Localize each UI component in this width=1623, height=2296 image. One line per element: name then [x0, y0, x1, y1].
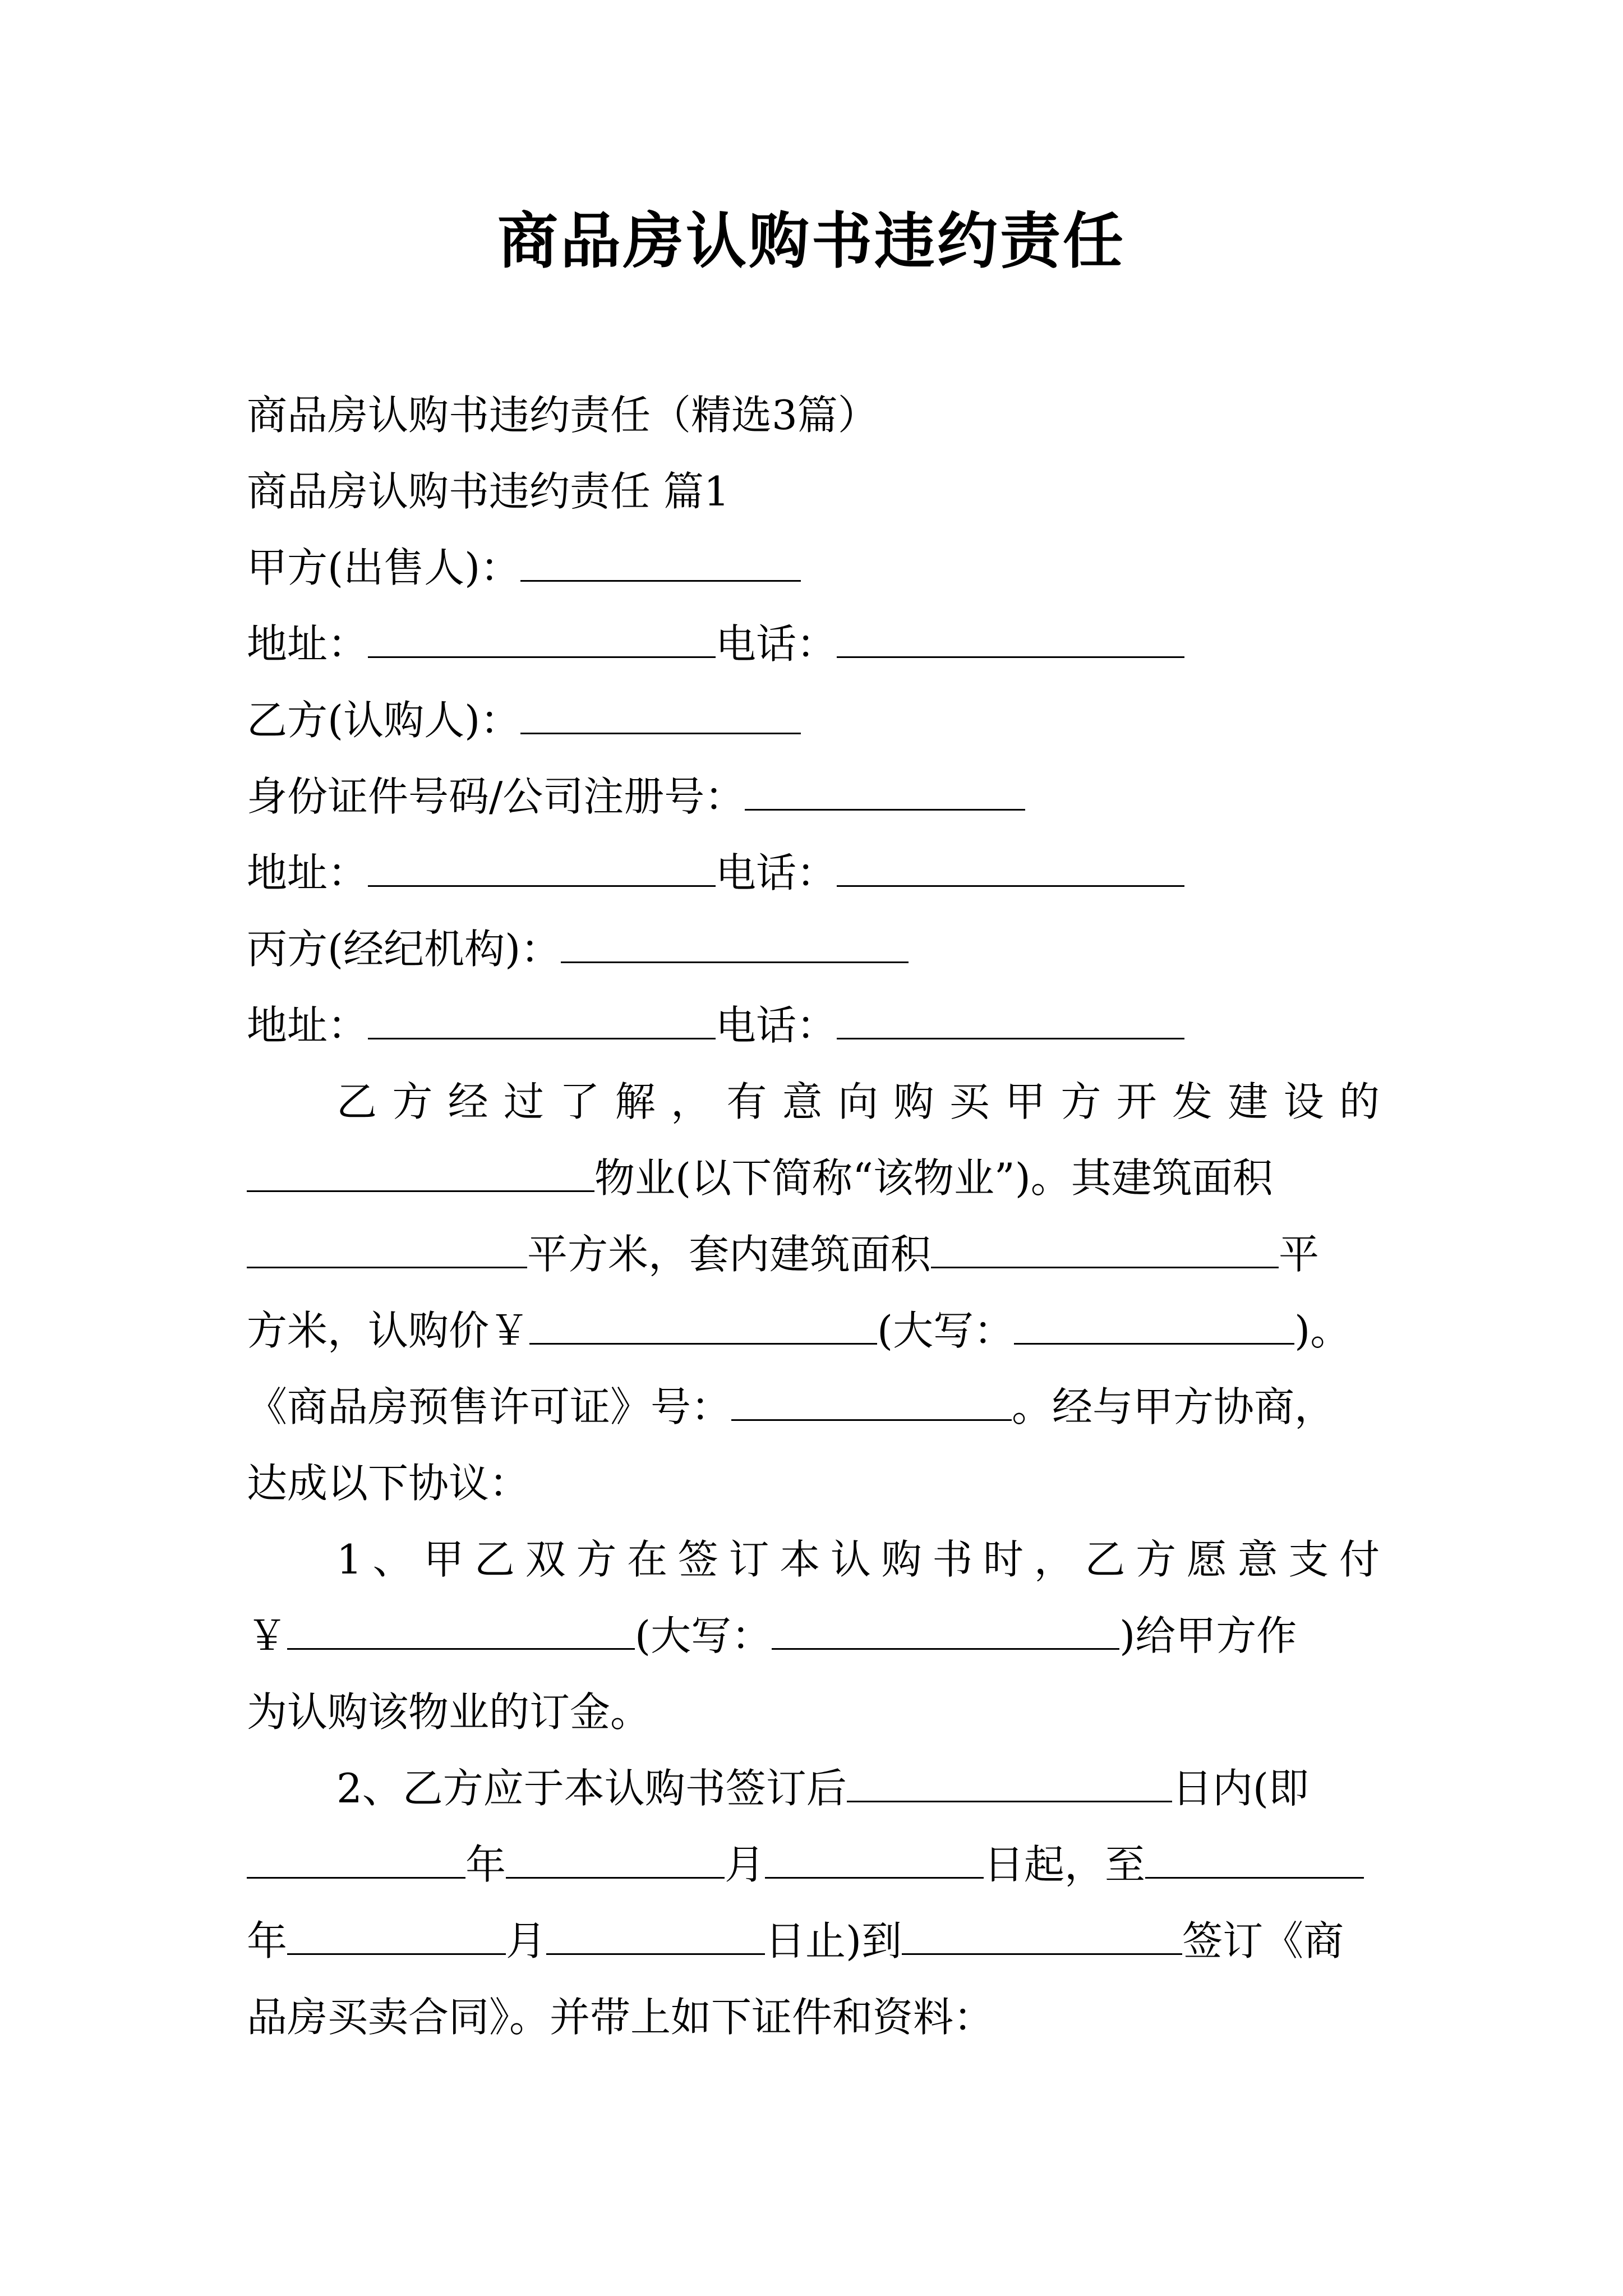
property-blank	[247, 1153, 594, 1192]
party-b-line	[247, 692, 1385, 748]
phone-label: 电话：	[716, 1002, 837, 1049]
subtitle: 商品房认购书违约责任（精选3篇）	[247, 392, 878, 439]
para1-line5	[247, 1379, 1385, 1435]
para1-line6: 达成以下协议：	[247, 1460, 530, 1507]
para1-line3-text: 平方米，套内建筑面积	[527, 1231, 932, 1278]
days-blank	[847, 1764, 1172, 1802]
deposit-daxie-blank	[772, 1611, 1119, 1650]
yuan-sign: ￥	[247, 1612, 288, 1659]
end-day-label: 日止)到	[765, 1917, 902, 1964]
phone-blank	[837, 1001, 1184, 1039]
item1-line3: 为认购该物业的订金。	[247, 1688, 651, 1736]
party-a-address-line	[247, 616, 1385, 672]
para1-line2-text: 物业(以下简称“该物业”)。其建筑面积	[594, 1154, 1273, 1202]
para1-line3	[247, 1226, 1385, 1282]
para1-line4-text: 方米，认购价￥	[247, 1307, 530, 1354]
address-label: 地址：	[247, 620, 368, 668]
item1-line1: 1、甲乙双方在签订本认购书时，乙方愿意支付	[336, 1536, 1380, 1583]
para1-line4-daxie: (大写：	[877, 1307, 1015, 1354]
start-day-label: 日起，至	[984, 1841, 1146, 1888]
para1-line2	[247, 1150, 1385, 1206]
phone-blank	[837, 619, 1184, 658]
phone-label: 电话：	[716, 620, 837, 668]
start-year-blank	[247, 1840, 465, 1879]
document-title: 商品房认购书违约责任	[497, 206, 1126, 277]
end-month-blank	[287, 1916, 506, 1955]
phone-label: 电话：	[716, 849, 837, 896]
address-blank	[368, 848, 716, 887]
end-day-blank	[546, 1916, 765, 1955]
item2-line2	[247, 1837, 1385, 1893]
area-blank	[247, 1230, 527, 1268]
id-line	[247, 769, 1385, 825]
year-label: 年	[465, 1841, 506, 1888]
para1-line4-end: )。	[1294, 1307, 1351, 1354]
para1-line1: 乙方经过了解，有意向购买甲方开发建设的	[336, 1078, 1380, 1125]
party-c-line	[247, 921, 1385, 977]
party-b-label: 乙方(认购人)：	[247, 697, 521, 744]
party-c-address-line	[247, 997, 1385, 1053]
item2-line4: 品房买卖合同》。并带上如下证件和资料：	[247, 1994, 994, 2041]
permit-blank	[731, 1382, 1012, 1421]
end-year-blank-a	[1145, 1840, 1364, 1879]
id-label: 身份证件号码/公司注册号：	[247, 773, 745, 820]
price-daxie-blank	[1014, 1306, 1294, 1345]
start-month-blank	[506, 1840, 725, 1879]
month-label: 月	[506, 1917, 547, 1964]
id-blank	[745, 772, 1025, 811]
item2-line1-text: 2、乙方应于本认购书签订后	[336, 1765, 847, 1812]
party-a-line	[247, 540, 1385, 596]
party-c-blank	[561, 924, 909, 963]
start-day-blank	[765, 1840, 984, 1879]
party-b-address-line	[247, 845, 1385, 901]
party-a-blank	[520, 543, 801, 582]
address-label: 地址：	[247, 1002, 368, 1049]
item1-daxie: (大写：	[635, 1612, 772, 1659]
para1-line3-end: 平	[1279, 1231, 1320, 1278]
place-blank	[902, 1916, 1182, 1955]
item2-line3-end: 签订《商	[1182, 1917, 1344, 1964]
deposit-blank	[287, 1611, 635, 1650]
part-heading: 商品房认购书违约责任 篇1	[247, 468, 730, 515]
party-a-label: 甲方(出售人)：	[247, 544, 521, 591]
price-blank	[529, 1306, 877, 1345]
item1-line2	[247, 1608, 1385, 1664]
party-b-blank	[520, 696, 801, 734]
phone-blank	[837, 848, 1184, 887]
address-label: 地址：	[247, 849, 368, 896]
para1-line5-end: 。经与甲方协商，	[1012, 1383, 1335, 1430]
address-blank	[368, 619, 716, 658]
para1-line4	[247, 1303, 1385, 1359]
address-blank	[368, 1001, 716, 1039]
item2-line3	[247, 1913, 1385, 1969]
permit-label: 《商品房预售许可证》号：	[247, 1383, 732, 1430]
item2-line1	[336, 1760, 1475, 1816]
party-c-label: 丙方(经纪机构)：	[247, 926, 561, 973]
item2-line1-end: 日内(即	[1172, 1765, 1309, 1812]
year-label: 年	[247, 1917, 288, 1964]
month-label: 月	[725, 1841, 766, 1888]
item1-line2-end: )给甲方作	[1119, 1612, 1297, 1659]
inner-area-blank	[931, 1230, 1279, 1268]
